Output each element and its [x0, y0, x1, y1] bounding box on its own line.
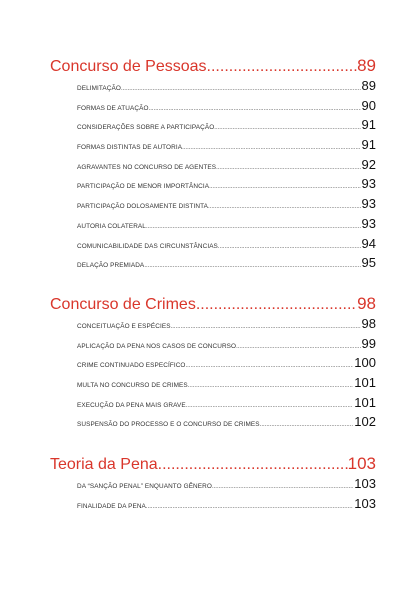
dot-leader [236, 344, 360, 350]
dot-leader [146, 224, 361, 230]
entry-page-number: 99 [361, 335, 376, 351]
entry-page-number: 89 [361, 78, 376, 93]
toc-entry[interactable] [77, 137, 376, 157]
toc-entry[interactable] [77, 336, 376, 356]
toc-section-concurso-de-crimes [0, 294, 420, 434]
toc-entry[interactable] [77, 395, 376, 415]
entry-page-number: 91 [361, 117, 376, 133]
dot-leader [216, 165, 360, 171]
toc-entry-list [0, 78, 420, 275]
dot-leader [121, 86, 361, 92]
entry-title: FORMAS DISTINTAS DE AUTORIA [77, 144, 183, 152]
toc-entry[interactable] [77, 476, 376, 496]
toc-section-heading[interactable] [50, 454, 376, 474]
section-title: Concurso de Pessoas [50, 58, 207, 75]
entry-page-number: 95 [361, 255, 376, 271]
dot-leader [212, 484, 353, 490]
entry-page-number: 92 [361, 156, 376, 172]
dot-leader [144, 263, 360, 269]
dot-leader [158, 455, 348, 474]
section-title: Concurso de Crimes [50, 296, 196, 313]
dot-leader [149, 106, 361, 112]
toc-entry[interactable] [77, 176, 376, 196]
section-title: Teoria da Pena [50, 456, 158, 473]
entry-page-number: 103 [354, 495, 376, 511]
toc-entry[interactable] [77, 355, 376, 375]
toc-section-teoria-da-pena [0, 454, 420, 515]
toc-entry[interactable] [77, 157, 376, 177]
entry-page-number: 101 [354, 375, 376, 391]
dot-leader [218, 244, 361, 250]
toc-entry[interactable] [77, 496, 376, 516]
entry-title: COMUNICABILIDADE DAS CIRCUNSTÂNCIAS [77, 242, 218, 250]
entry-page-number: 101 [354, 394, 376, 410]
entry-title: PARTICIPAÇÃO DE MENOR IMPORTÂNCIA [77, 183, 210, 191]
entry-page-number: 94 [361, 235, 376, 251]
dot-leader [171, 324, 361, 330]
dot-leader [207, 57, 358, 76]
entry-page-number: 93 [361, 215, 376, 231]
section-page-number: 89 [357, 56, 376, 75]
entry-page-number: 91 [361, 137, 376, 153]
toc-entry-list [0, 316, 420, 434]
entry-title: CONCEITUAÇÃO E ESPÉCIES [77, 323, 171, 330]
dot-leader [260, 422, 354, 428]
entry-page-number: 93 [361, 176, 376, 192]
section-page-number: 103 [347, 454, 376, 473]
dot-leader [196, 295, 357, 314]
toc-entry[interactable] [77, 98, 376, 118]
entry-title: DA “SANÇÃO PENAL” ENQUANTO GÊNERO [77, 483, 212, 490]
dot-leader [186, 403, 354, 409]
dot-leader [182, 145, 360, 151]
dot-leader [209, 184, 360, 190]
dot-leader [146, 504, 353, 510]
dot-leader [214, 125, 360, 131]
entry-page-number: 90 [361, 97, 376, 113]
entry-title: CRIME CONTINUADO ESPECÍFICO [77, 362, 186, 370]
dot-leader [208, 204, 361, 210]
entry-title: FINALIDADE DA PENA [77, 502, 146, 510]
toc-entry[interactable] [77, 216, 376, 236]
entry-title: APLICAÇÃO DA PENA NOS CASOS DE CONCURSO [77, 342, 237, 350]
entry-title: DELIMITAÇÃO [77, 85, 121, 92]
toc-entry[interactable] [77, 255, 376, 275]
entry-page-number: 98 [361, 316, 376, 331]
dot-leader [188, 383, 354, 389]
toc-entry[interactable] [77, 236, 376, 256]
entry-title: AGRAVANTES NO CONCURSO DE AGENTES [77, 163, 217, 171]
toc-entry-list [0, 476, 420, 515]
entry-page-number: 93 [361, 196, 376, 212]
entry-title: SUSPENSÃO DO PROCESSO E O CONCURSO DE CRIMES [77, 421, 260, 429]
entry-title: FORMAS DE ATUAÇÃO [77, 104, 149, 112]
entry-page-number: 103 [354, 476, 376, 491]
toc-entry[interactable] [77, 117, 376, 137]
entry-title: PARTICIPAÇÃO DOLOSAMENTE DISTINTA [77, 203, 209, 211]
entry-title: EXECUÇÃO DA PENA MAIS GRAVE [77, 401, 186, 409]
section-page-number: 98 [357, 294, 376, 313]
toc-entry[interactable] [77, 375, 376, 395]
dot-leader [186, 363, 354, 369]
entry-title: CONSIDERAÇÕES SOBRE A PARTICIPAÇÃO [77, 124, 215, 132]
entry-page-number: 100 [354, 355, 376, 371]
toc-section-heading[interactable] [50, 56, 376, 76]
toc-section-heading[interactable] [50, 294, 376, 314]
entry-page-number: 102 [354, 414, 376, 430]
toc-entry[interactable] [77, 196, 376, 216]
toc-entry[interactable] [77, 316, 376, 336]
entry-title: MULTA NO CONCURSO DE CRIMES [77, 382, 188, 390]
toc-section-concurso-de-pessoas [0, 56, 420, 275]
entry-title: DELAÇÃO PREMIADA [77, 262, 145, 270]
toc-entry[interactable] [77, 414, 376, 434]
entry-title: AUTORIA COLATERAL [77, 222, 146, 230]
toc-entry[interactable] [77, 78, 376, 98]
